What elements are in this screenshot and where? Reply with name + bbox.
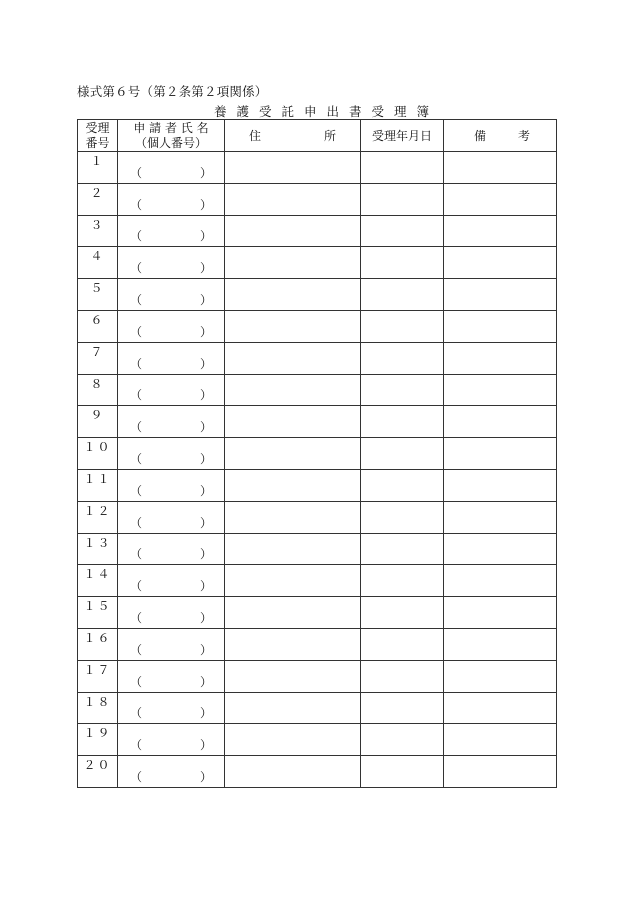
paren-close: ） bbox=[199, 229, 212, 244]
address-cell[interactable] bbox=[225, 183, 361, 215]
address-cell[interactable] bbox=[225, 724, 361, 756]
table-row bbox=[78, 469, 557, 501]
applicant-name-cell[interactable] bbox=[118, 692, 225, 724]
remarks-cell[interactable] bbox=[444, 279, 557, 311]
paren-open: （ bbox=[130, 261, 143, 276]
address-cell[interactable] bbox=[225, 469, 361, 501]
table-header-row bbox=[78, 120, 557, 152]
header-applicant-name: 申 請 者 氏 名 （個人番号） bbox=[118, 120, 225, 152]
address-cell[interactable] bbox=[225, 597, 361, 629]
receipt-date-cell[interactable] bbox=[361, 501, 444, 533]
receipt-date-cell[interactable] bbox=[361, 565, 444, 597]
paren-open: （ bbox=[130, 165, 143, 180]
paren-open: （ bbox=[130, 356, 143, 371]
form-number-label: 様式第６号（第２条第２項関係） bbox=[77, 84, 268, 99]
table-row bbox=[78, 438, 557, 470]
paren-open: （ bbox=[130, 420, 143, 435]
table-row bbox=[78, 597, 557, 629]
applicant-name-cell[interactable] bbox=[118, 597, 225, 629]
paren-open: （ bbox=[130, 642, 143, 657]
remarks-cell[interactable] bbox=[444, 533, 557, 565]
paren-open: （ bbox=[130, 451, 143, 466]
applicant-name-cell[interactable] bbox=[118, 628, 225, 660]
applicant-name-cell[interactable] bbox=[118, 756, 225, 788]
paren-open: （ bbox=[130, 547, 143, 562]
receipt-date-cell[interactable] bbox=[361, 310, 444, 342]
paren-close: ） bbox=[199, 515, 212, 530]
address-cell[interactable] bbox=[225, 279, 361, 311]
receipt-date-cell[interactable] bbox=[361, 469, 444, 501]
applicant-name-cell[interactable] bbox=[118, 724, 225, 756]
address-cell[interactable] bbox=[225, 342, 361, 374]
paren-close: ） bbox=[199, 769, 212, 784]
receipt-date-cell[interactable] bbox=[361, 438, 444, 470]
receipt-number-cell: ７ bbox=[78, 342, 118, 374]
address-cell[interactable] bbox=[225, 533, 361, 565]
address-cell[interactable] bbox=[225, 660, 361, 692]
header-receipt-date: 受理年月日 bbox=[361, 120, 444, 152]
paren-open: （ bbox=[130, 515, 143, 530]
receipt-date-cell[interactable] bbox=[361, 279, 444, 311]
receipt-date-cell[interactable] bbox=[361, 597, 444, 629]
paren-close: ） bbox=[199, 165, 212, 180]
remarks-cell[interactable] bbox=[444, 565, 557, 597]
applicant-name-cell[interactable] bbox=[118, 183, 225, 215]
table-row bbox=[78, 501, 557, 533]
table-row bbox=[78, 533, 557, 565]
table-row bbox=[78, 152, 557, 184]
receipt-number-cell: １１ bbox=[78, 469, 118, 501]
receipt-number-cell: １８ bbox=[78, 692, 118, 724]
receipt-date-cell[interactable] bbox=[361, 374, 444, 406]
paren-open: （ bbox=[130, 674, 143, 689]
receipt-number-cell: １５ bbox=[78, 597, 118, 629]
applicant-name-cell[interactable] bbox=[118, 438, 225, 470]
paren-close: ） bbox=[199, 547, 212, 562]
paren-close: ） bbox=[199, 579, 212, 594]
applicant-name-cell[interactable] bbox=[118, 279, 225, 311]
address-cell[interactable] bbox=[225, 374, 361, 406]
paren-open: （ bbox=[130, 229, 143, 244]
remarks-cell[interactable] bbox=[444, 628, 557, 660]
applicant-name-cell[interactable] bbox=[118, 374, 225, 406]
paren-close: ） bbox=[199, 738, 212, 753]
receipt-date-cell[interactable] bbox=[361, 628, 444, 660]
remarks-cell[interactable] bbox=[444, 756, 557, 788]
remarks-cell[interactable] bbox=[444, 660, 557, 692]
address-cell[interactable] bbox=[225, 501, 361, 533]
table-row bbox=[78, 279, 557, 311]
paren-open: （ bbox=[130, 610, 143, 625]
paren-open: （ bbox=[130, 738, 143, 753]
receipt-number-cell: ５ bbox=[78, 279, 118, 311]
paren-open: （ bbox=[130, 769, 143, 784]
receipt-date-cell[interactable] bbox=[361, 342, 444, 374]
applicant-name-cell[interactable] bbox=[118, 660, 225, 692]
receipt-number-cell: １７ bbox=[78, 660, 118, 692]
address-cell[interactable] bbox=[225, 628, 361, 660]
address-cell[interactable] bbox=[225, 152, 361, 184]
receipt-number-cell: ８ bbox=[78, 374, 118, 406]
receipt-number-cell: １４ bbox=[78, 565, 118, 597]
applicant-name-cell[interactable] bbox=[118, 565, 225, 597]
paren-open: （ bbox=[130, 579, 143, 594]
receipt-date-cell[interactable] bbox=[361, 533, 444, 565]
address-cell[interactable] bbox=[225, 247, 361, 279]
receipt-number-cell: １６ bbox=[78, 628, 118, 660]
table-row bbox=[78, 215, 557, 247]
paren-close: ） bbox=[199, 610, 212, 625]
paren-open: （ bbox=[130, 197, 143, 212]
table-row bbox=[78, 342, 557, 374]
receipt-date-cell[interactable] bbox=[361, 183, 444, 215]
address-cell[interactable] bbox=[225, 215, 361, 247]
receipt-number-cell: １０ bbox=[78, 438, 118, 470]
address-cell[interactable] bbox=[225, 310, 361, 342]
remarks-cell[interactable] bbox=[444, 183, 557, 215]
applicant-name-cell[interactable] bbox=[118, 310, 225, 342]
paren-close: ） bbox=[199, 642, 212, 657]
remarks-cell[interactable] bbox=[444, 247, 557, 279]
applicant-name-cell[interactable] bbox=[118, 215, 225, 247]
receipt-number-cell: ２０ bbox=[78, 756, 118, 788]
receipt-date-cell[interactable] bbox=[361, 756, 444, 788]
remarks-cell[interactable] bbox=[444, 406, 557, 438]
address-cell[interactable] bbox=[225, 438, 361, 470]
receipt-date-cell[interactable] bbox=[361, 660, 444, 692]
receipt-date-cell[interactable] bbox=[361, 692, 444, 724]
table-row bbox=[78, 247, 557, 279]
header-remarks: 備 考 bbox=[444, 120, 557, 152]
address-cell[interactable] bbox=[225, 692, 361, 724]
remarks-cell[interactable] bbox=[444, 342, 557, 374]
paren-close: ） bbox=[199, 197, 212, 212]
applicant-name-cell[interactable] bbox=[118, 469, 225, 501]
receipt-number-cell: ２ bbox=[78, 183, 118, 215]
receipt-ledger-table bbox=[77, 119, 557, 788]
address-cell[interactable] bbox=[225, 565, 361, 597]
receipt-date-cell[interactable] bbox=[361, 406, 444, 438]
table-row bbox=[78, 628, 557, 660]
receipt-number-cell: ３ bbox=[78, 215, 118, 247]
receipt-date-cell[interactable] bbox=[361, 724, 444, 756]
remarks-cell[interactable] bbox=[444, 724, 557, 756]
receipt-date-cell[interactable] bbox=[361, 247, 444, 279]
table-row bbox=[78, 660, 557, 692]
remarks-cell[interactable] bbox=[444, 597, 557, 629]
receipt-number-cell: １２ bbox=[78, 501, 118, 533]
remarks-cell[interactable] bbox=[444, 374, 557, 406]
table-row bbox=[78, 183, 557, 215]
applicant-name-cell[interactable] bbox=[118, 533, 225, 565]
table-row bbox=[78, 724, 557, 756]
table-row bbox=[78, 310, 557, 342]
applicant-name-cell[interactable] bbox=[118, 406, 225, 438]
paren-close: ） bbox=[199, 292, 212, 307]
paren-open: （ bbox=[130, 388, 143, 403]
remarks-cell[interactable] bbox=[444, 215, 557, 247]
applicant-name-cell[interactable] bbox=[118, 247, 225, 279]
paren-close: ） bbox=[199, 420, 212, 435]
header-address: 住 所 bbox=[225, 120, 361, 152]
remarks-cell[interactable] bbox=[444, 152, 557, 184]
table-row bbox=[78, 374, 557, 406]
paren-close: ） bbox=[199, 324, 212, 339]
receipt-date-cell[interactable] bbox=[361, 215, 444, 247]
paren-close: ） bbox=[199, 451, 212, 466]
remarks-cell[interactable] bbox=[444, 692, 557, 724]
paren-open: （ bbox=[130, 483, 143, 498]
receipt-number-cell: １９ bbox=[78, 724, 118, 756]
paren-close: ） bbox=[199, 674, 212, 689]
receipt-number-cell: １ bbox=[78, 152, 118, 184]
remarks-cell[interactable] bbox=[444, 501, 557, 533]
address-cell[interactable] bbox=[225, 406, 361, 438]
document-title: 養護受託申出書受理簿 bbox=[214, 104, 440, 119]
paren-close: ） bbox=[199, 388, 212, 403]
header-receipt-number: 受理 番号 bbox=[78, 120, 118, 152]
receipt-number-cell: ９ bbox=[78, 406, 118, 438]
remarks-cell[interactable] bbox=[444, 469, 557, 501]
paren-open: （ bbox=[130, 706, 143, 721]
table-row bbox=[78, 692, 557, 724]
applicant-name-cell[interactable] bbox=[118, 342, 225, 374]
table-row bbox=[78, 565, 557, 597]
remarks-cell[interactable] bbox=[444, 438, 557, 470]
paren-open: （ bbox=[130, 324, 143, 339]
paren-close: ） bbox=[199, 356, 212, 371]
table-row bbox=[78, 406, 557, 438]
paren-close: ） bbox=[199, 483, 212, 498]
remarks-cell[interactable] bbox=[444, 310, 557, 342]
address-cell[interactable] bbox=[225, 756, 361, 788]
paren-close: ） bbox=[199, 261, 212, 276]
applicant-name-cell[interactable] bbox=[118, 152, 225, 184]
receipt-number-cell: ６ bbox=[78, 310, 118, 342]
receipt-number-cell: １３ bbox=[78, 533, 118, 565]
paren-open: （ bbox=[130, 292, 143, 307]
receipt-date-cell[interactable] bbox=[361, 152, 444, 184]
table-row bbox=[78, 756, 557, 788]
receipt-number-cell: ４ bbox=[78, 247, 118, 279]
paren-close: ） bbox=[199, 706, 212, 721]
applicant-name-cell[interactable] bbox=[118, 501, 225, 533]
